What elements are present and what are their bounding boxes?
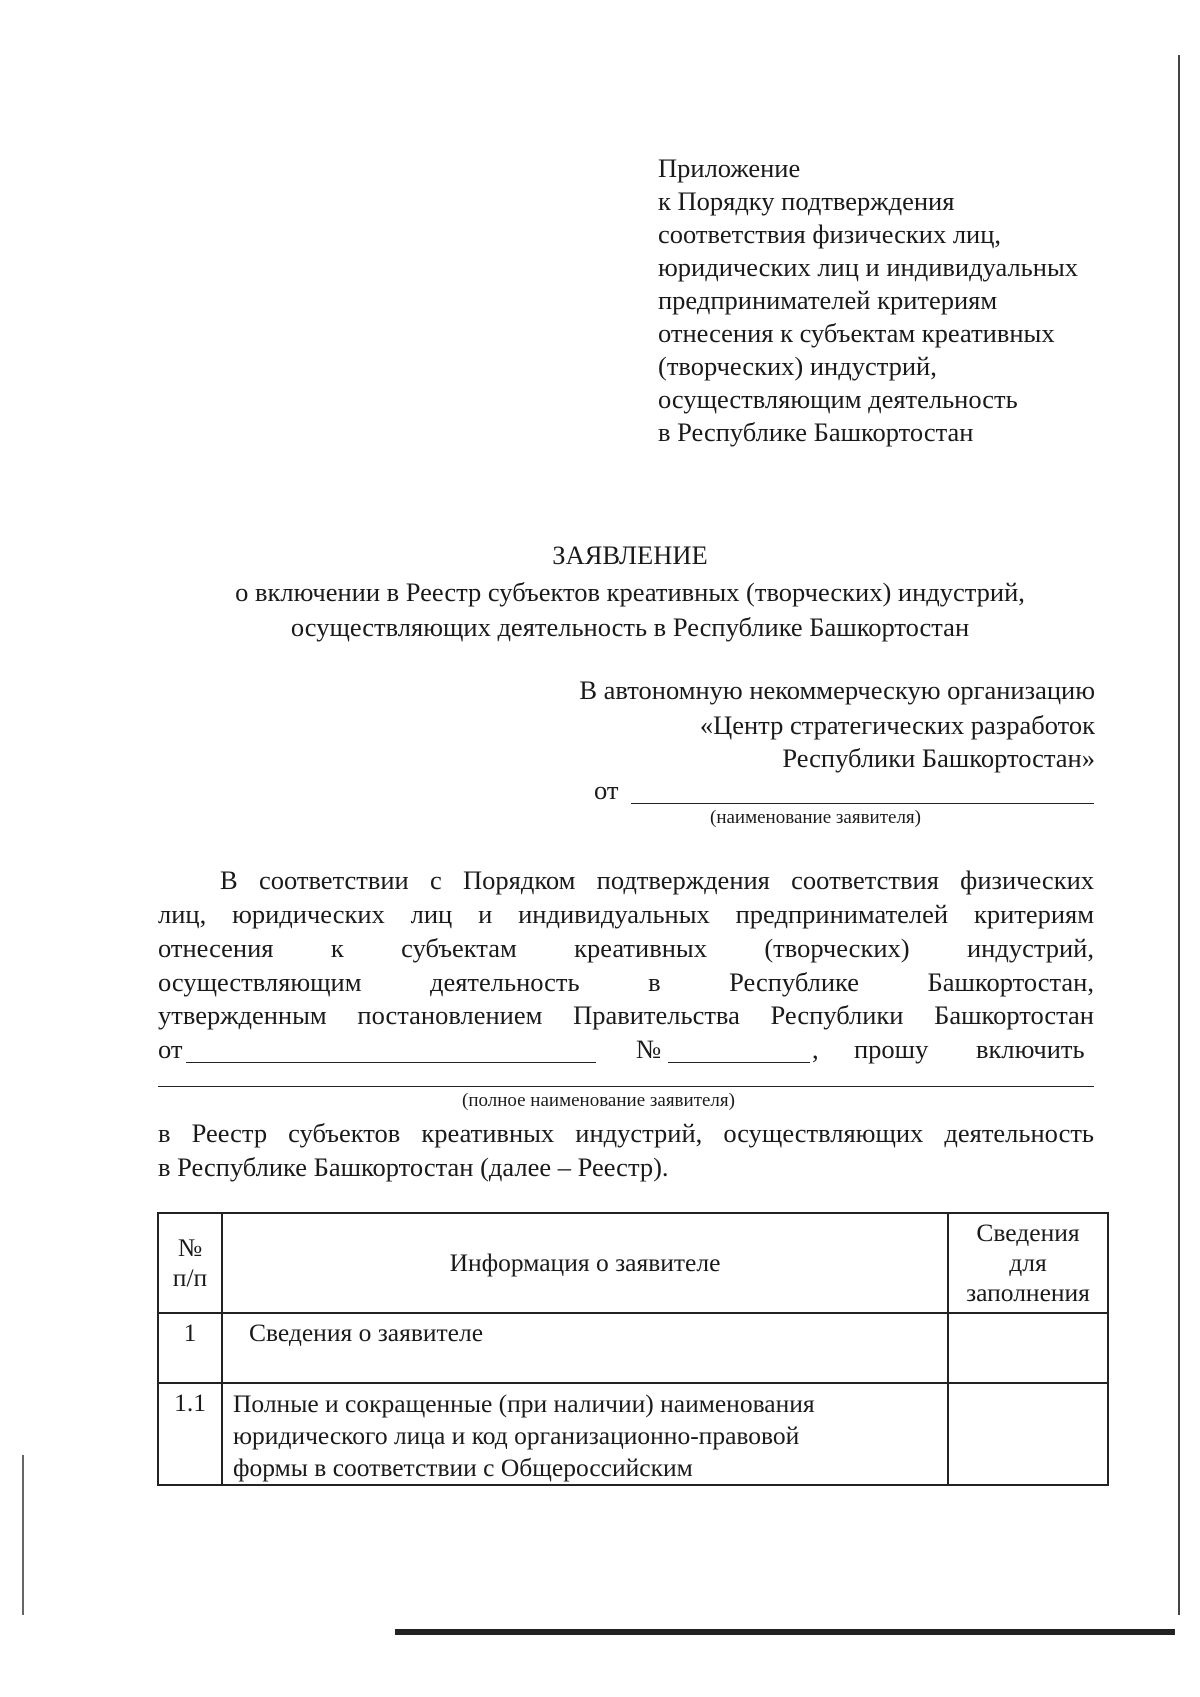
row-info-line: Полные и сокращенные (при наличии) наименования <box>233 1389 815 1418</box>
row-info-line: формы в соответствии с Общероссийским <box>233 1453 693 1482</box>
table-row <box>158 1383 1108 1485</box>
body-line-4: осуществляющим деятельность в Республике Башкортостан, <box>158 967 1094 997</box>
request-word: прошу <box>854 1034 929 1064</box>
row-number: 1 <box>158 1313 222 1383</box>
header-fill-line: заполнения <box>966 1278 1090 1307</box>
row-info: Сведения о заявителе <box>222 1313 948 1383</box>
applicant-name-blank[interactable] <box>631 803 1094 804</box>
appendix-line: соответствия физических лиц, <box>658 219 1002 249</box>
header-number-line: п/п <box>172 1263 208 1292</box>
row-info-line: юридического лица и код организационно-правовой <box>233 1421 800 1450</box>
table-row <box>158 1313 1108 1383</box>
number-label: № <box>636 1034 662 1064</box>
appendix-line: в Республике Башкортостан <box>658 417 974 447</box>
title-subline-2: осуществляющих деятельность в Республике Башкортостан <box>290 612 970 642</box>
body-line-5: утвержденным постановлением Правительства Республики Башкортостан <box>158 1000 1094 1030</box>
body-line-8: в Республике Башкортостан (далее – Реестр). <box>158 1152 669 1182</box>
addressee-line-1: В автономную некоммерческую организацию <box>579 675 1095 705</box>
resolution-number-blank[interactable] <box>668 1062 810 1063</box>
full-applicant-name-caption: (полное наименование заявителя) <box>462 1090 735 1111</box>
full-applicant-name-blank[interactable] <box>158 1086 1094 1087</box>
date-label: от <box>158 1034 183 1064</box>
row-info <box>222 1383 948 1485</box>
scan-edge-right <box>1178 55 1180 1615</box>
body-line-2: лиц, юридических лиц и индивидуальных предпринимателей критериям <box>158 899 1094 929</box>
addressee-line-3: Республики Башкортостан» <box>782 743 1095 773</box>
document-title: ЗАЯВЛЕНИЕ <box>552 540 708 570</box>
header-fill-line: для <box>1009 1248 1047 1277</box>
scan-edge-left <box>22 1455 24 1615</box>
row-fill-cell[interactable] <box>948 1383 1108 1485</box>
body-line-1: В соответствии с Порядком подтверждения соответствия физических <box>220 865 1094 895</box>
row-fill-cell[interactable] <box>948 1313 1108 1383</box>
include-word: включить <box>976 1034 1085 1064</box>
appendix-block <box>658 152 1078 449</box>
addressee-line-2: «Центр стратегических разработок <box>699 710 1095 740</box>
header-info: Информация о заявителе <box>222 1213 948 1313</box>
appendix-line: осуществляющим деятельность <box>658 384 1018 414</box>
row-number: 1.1 <box>158 1383 222 1485</box>
appendix-line: предпринимателей критериям <box>658 285 998 315</box>
appendix-line: юридических лиц и индивидуальных <box>658 252 1079 282</box>
header-number <box>158 1213 222 1313</box>
comma: , <box>812 1034 819 1064</box>
appendix-line: к Порядку подтверждения <box>658 186 955 216</box>
header-number-line: № <box>177 1233 203 1262</box>
body-line-7: в Реестр субъектов креативных индустрий, осуществляющих деятельность <box>158 1118 1094 1148</box>
scan-edge-bottom <box>395 1629 1175 1635</box>
appendix-line: Приложение <box>658 153 801 183</box>
title-subline-1: о включении в Реестр субъектов креативных (творческих) индустрий, <box>235 577 1025 607</box>
applicant-info-table <box>157 1212 1109 1486</box>
body-line-3: отнесения к субъектам креативных (творческих) индустрий, <box>158 933 1094 963</box>
from-label: от <box>594 775 619 805</box>
resolution-date-blank[interactable] <box>186 1062 596 1063</box>
table-header-row <box>158 1213 1108 1313</box>
header-fill <box>948 1213 1108 1313</box>
appendix-line: (творческих) индустрий, <box>658 351 937 381</box>
applicant-name-caption: (наименование заявителя) <box>710 807 921 828</box>
appendix-line: отнесения к субъектам креативных <box>658 318 1055 348</box>
header-fill-line: Сведения <box>976 1218 1080 1247</box>
